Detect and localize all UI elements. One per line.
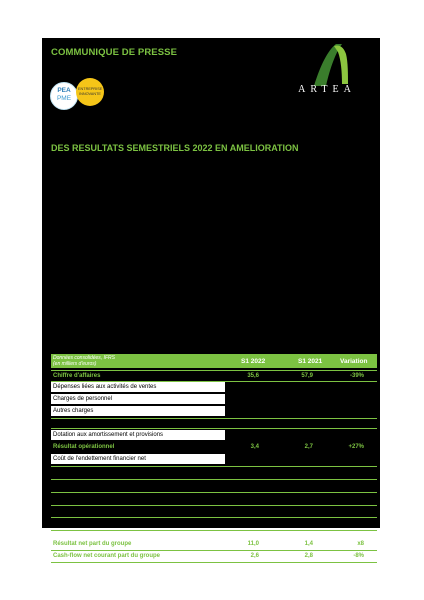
divider [51,466,377,467]
row-value-s1-2021: 2,7 [304,444,313,450]
row-value-s1-2021: 57,9 [301,373,313,379]
row-value-s1-2021: 1,4 [304,541,313,547]
table-row [51,382,377,392]
row-label: Coût de l'endettement financier net [51,454,225,464]
table-row [51,371,377,381]
header-col-variation: Variation [340,358,368,365]
table-row [51,406,377,416]
row-value-variation: x8 [357,541,364,547]
pea-pme-badge [50,82,78,110]
pme-label: PME [56,95,72,102]
row-value-s1-2022: 2,6 [250,553,259,559]
headline: DES RESULTATS SEMESTRIELS 2022 EN AMELIORATION [51,143,299,153]
header-col-s1-2021: S1 2021 [298,358,323,365]
divider [51,517,377,518]
row-label: Autres charges [51,406,225,416]
row-label: Dépenses liées aux activités de ventes [51,382,225,392]
press-release-page [42,38,380,559]
table-header [51,354,377,368]
innovation-label-text: ENTREPRISE INNOVANTE [78,87,103,96]
divider [51,492,377,493]
divider [51,479,377,480]
row-value-s1-2022: 35,6 [247,373,259,379]
row-value-s1-2022: 11,0 [247,541,259,547]
row-value-s1-2022: 3,4 [250,444,259,450]
table-row [51,551,377,561]
row-label: Résultat net part du groupe [53,541,132,547]
pea-label: PEA [57,87,71,94]
table-row [51,442,377,452]
innovation-label-badge [76,78,104,106]
row-value-variation: -8% [353,553,364,559]
divider [51,505,377,506]
header-title: COMMUNIQUE DE PRESSE [51,47,178,58]
artea-logo-text: ARTEA [298,84,356,95]
header-col-s1-2022: S1 2022 [241,358,266,365]
header-label [53,356,115,367]
divider [51,530,377,531]
row-value-variation: +27% [348,444,364,450]
table-row [51,430,377,440]
divider [51,418,377,419]
header-label-line2: (en milliers d'euros) [53,360,97,367]
row-value-variation: -39% [349,373,364,379]
row-label: Chiffre d'affaires [53,373,101,379]
row-label: Dotation aux amortissement et provisions [51,430,225,440]
table-row [51,394,377,404]
table-row [51,539,377,549]
header-label-line1: Données consolidées, IFRS [53,355,115,361]
divider [51,428,377,429]
divider [51,562,377,563]
row-label: Charges de personnel [51,394,225,404]
table-row [51,454,377,464]
row-label: Cash-flow net courant part du groupe [53,553,161,559]
row-label: Résultat opérationnel [53,444,115,450]
row-value-s1-2021: 2,8 [304,553,313,559]
